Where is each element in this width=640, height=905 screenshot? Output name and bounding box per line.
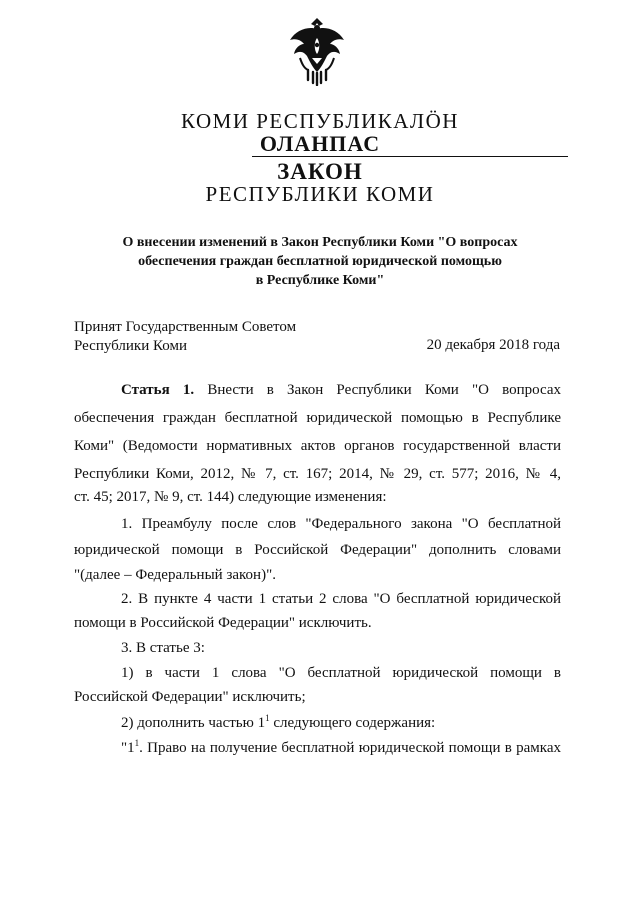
- article-1-text: Внести в Закон Республики Коми "О вопросах: [207, 382, 562, 398]
- item-2-line-1: 2. В пункте 4 части 1 статьи 2 слова "О бесплатной юридической: [121, 591, 561, 607]
- sub-item-1-line-1: 1) в части 1 слова "О бесплатной юридической помощи в: [121, 665, 561, 681]
- adoption-date: 20 декабря 2018 года: [426, 337, 560, 353]
- coat-of-arms-emblem: [286, 14, 348, 86]
- item-1-line-1: 1. Преамбулу после слов "Федерального закона "О бесплатной: [121, 516, 561, 532]
- superscript: 1: [134, 738, 140, 748]
- law-title-line-2: обеспечения граждан бесплатной юридической помощью: [138, 254, 502, 269]
- item-2-line-2: помощи в Российской Федерации" исключить.: [74, 615, 372, 631]
- item-3-line: 3. В статье 3:: [121, 640, 205, 656]
- law-title-line-3: в Республике Коми": [255, 273, 385, 288]
- article-label: Статья 1.: [121, 382, 195, 398]
- sub-item-1-line-2: Российской Федерации" исключить;: [74, 689, 306, 705]
- new-part-text: . Право на получение бесплатной юридической помощи в рамках: [139, 740, 561, 756]
- item-1-line-3: "(далее – Федеральный закон)".: [74, 567, 276, 583]
- new-part-line: [121, 738, 561, 756]
- sub-item-2-text-tail: следующего содержания:: [269, 715, 436, 731]
- sub-item-2-line: [121, 713, 561, 731]
- header-komi-name: КОМИ РЕСПУБЛИКАЛÖН: [181, 109, 459, 133]
- header-oланpas: ОЛАНПАС: [259, 131, 381, 156]
- superscript: 1: [265, 713, 270, 723]
- body-line: Коми" (Ведомости нормативных актов органов государственной власти: [74, 438, 561, 454]
- adoption-line-2: Республики Коми: [74, 338, 187, 354]
- header-republic: РЕСПУБЛИКИ КОМИ: [205, 182, 435, 206]
- item-1-line-2: юридической помощи в Российской Федерации" дополнить словами: [74, 542, 561, 558]
- body-line: обеспечения граждан бесплатной юридической помощью в Республике: [74, 410, 561, 426]
- sub-item-2-text: 2) дополнить частью 1: [121, 715, 266, 731]
- body-line: ст. 45; 2017, № 9, ст. 144) следующие изменения:: [74, 489, 387, 505]
- adoption-line-1: Принят Государственным Советом: [74, 319, 297, 335]
- header-law: ЗАКОН: [277, 159, 363, 184]
- new-part-start: "1: [121, 740, 135, 756]
- article-1-line-1: [121, 383, 561, 398]
- law-title-line-1: О внесении изменений в Закон Республики Коми "О вопросах: [122, 235, 518, 250]
- header-divider: [252, 156, 568, 157]
- body-line: Республики Коми, 2012, № 7, ст. 167; 2014, № 29, ст. 577; 2016, № 4,: [74, 466, 561, 482]
